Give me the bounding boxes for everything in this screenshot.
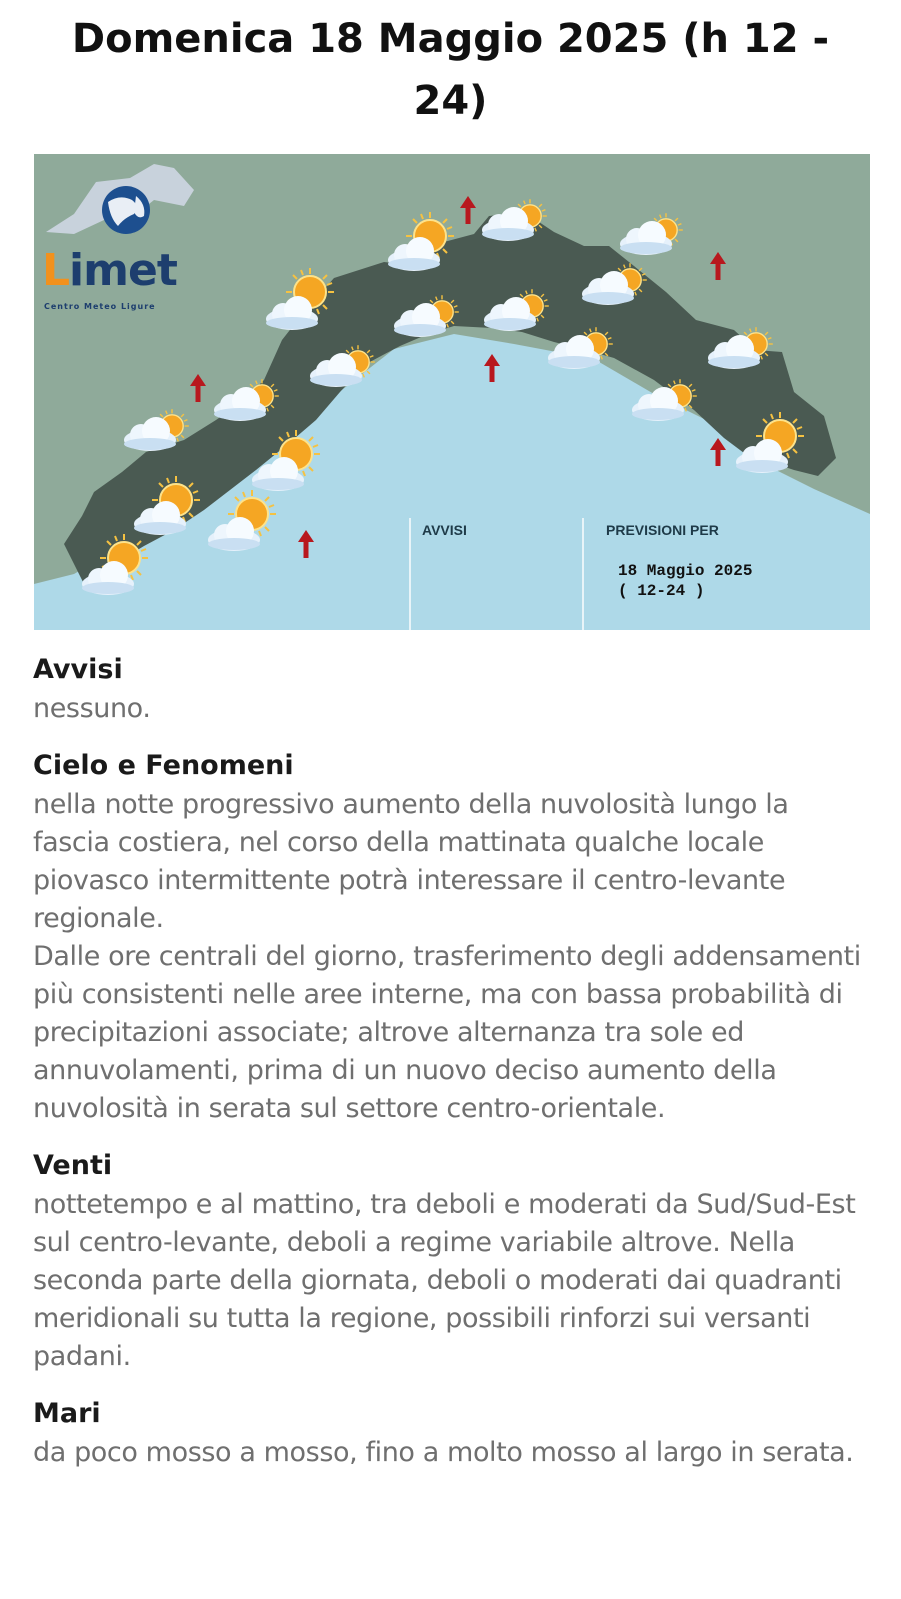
page-title: Domenica 18 Maggio 2025 (h 12 - 24)	[71, 16, 830, 124]
limet-logo	[42, 246, 177, 296]
previsioni-date-line: 18 Maggio 2025	[618, 562, 753, 580]
section-text: da poco mosso a mosso, fino a molto mosso al largo in serata.	[33, 1437, 854, 1468]
section-heading: Cielo e Fenomeni	[33, 750, 294, 781]
section-heading: Avvisi	[33, 654, 123, 685]
section-mari	[33, 1394, 873, 1472]
previsioni-label: PREVISIONI PER	[606, 522, 719, 538]
logo-tagline: Centro Meteo Ligure	[44, 302, 156, 311]
forecast-map	[34, 154, 870, 630]
wind-arrow-icon	[710, 252, 726, 280]
forecast-sections	[33, 650, 873, 1490]
map-graphic	[34, 154, 870, 630]
avvisi-label: AVVISI	[422, 522, 467, 538]
logo-brand: imet	[69, 245, 177, 296]
section-heading: Mari	[33, 1398, 101, 1429]
logo-l-letter: L	[42, 245, 70, 296]
section-text: nottetempo e al mattino, tra deboli e moderati da Sud/Sud-Est sul centro-levante, deboli a regime variabile altrove. Nella seconda parte della giornata, deboli o moderati dai quadranti meridionali su tutta la regione, possibili rinforzi sui versanti padani.	[33, 1189, 856, 1372]
section-venti	[33, 1146, 873, 1376]
section-text: nella notte progressivo aumento della nuvolosità lungo la fascia costiera, nel corso della mattinata qualche locale piovasco intermittente potrà interessare il centro-levante regionale.	[33, 789, 789, 934]
section-avvisi	[33, 650, 873, 728]
globe-icon	[46, 164, 194, 234]
section-text: nessuno.	[33, 693, 151, 724]
wind-arrow-icon	[190, 374, 206, 402]
previsioni-hours-line: ( 12-24 )	[618, 582, 705, 600]
section-text: Dalle ore centrali del giorno, trasferimento degli addensamenti più consistenti nelle aree interne, ma con bassa probabilità di precipitazioni associate; altrove alternanza tra sole ed annuvolamenti, prima di un nuovo deciso aumento della nuvolosità in serata sul settore centro-orientale.	[33, 941, 861, 1124]
section-heading: Venti	[33, 1150, 113, 1181]
previsioni-date	[618, 561, 752, 601]
wind-arrow-icon	[460, 196, 476, 224]
section-cielo-fenomeni	[33, 746, 873, 1128]
